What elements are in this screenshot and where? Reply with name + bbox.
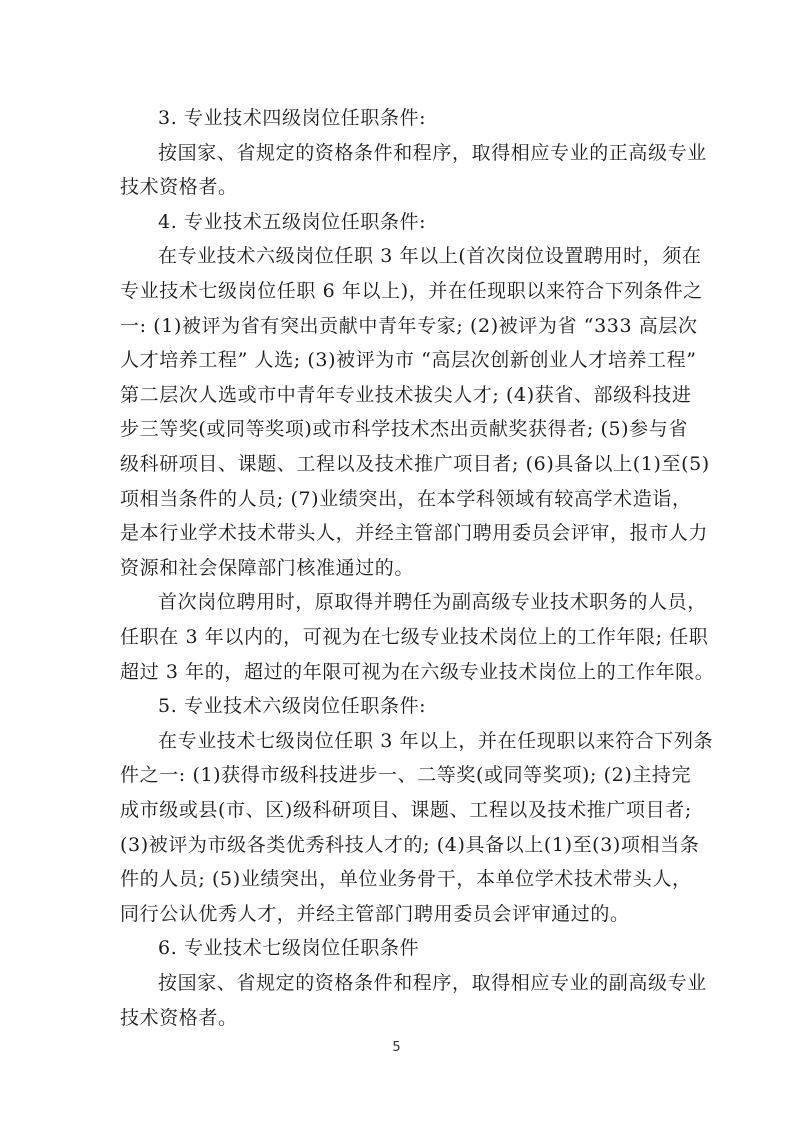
paragraph-line: (3)被评为市级各类优秀科技人才的; (4)具备以上(1)至(3)项相当条 <box>120 834 700 856</box>
paragraph-line: 按国家、省规定的资格条件和程序，取得相应专业的副高级专业 <box>158 972 707 994</box>
paragraph-line: 超过 3 年的，超过的年限可视为在六级专业技术岗位上的工作年限。 <box>120 661 715 683</box>
section-heading-level-4: 3. 专业技术四级岗位任职条件: <box>158 107 427 129</box>
paragraph-line: 项相当条件的人员; (7)业绩突出，在本学科领域有较高学术造诣， <box>120 488 692 510</box>
paragraph-line: 成市级或县(市、区)级科研项目、课题、工程以及技术推广项目者; <box>120 799 692 821</box>
paragraph-line: 在专业技术七级岗位任职 3 年以上，并在任现职以来符合下列条 <box>158 730 714 752</box>
section-heading-level-7: 6. 专业技术七级岗位任职条件 <box>158 937 420 959</box>
paragraph-line: 专业技术七级岗位任职 6 年以上)，并在任现职以来符合下列条件之 <box>120 280 703 302</box>
paragraph-line: 第二层次人选或市中青年专业技术拔尖人才; (4)获省、部级科技进 <box>120 384 692 406</box>
paragraph-line: 任职在 3 年以内的，可视为在七级专业技术岗位上的工作年限; 任职 <box>120 626 709 648</box>
paragraph-line: 资源和社会保障部门核准通过的。 <box>120 557 415 579</box>
paragraph-line: 同行公认优秀人才，并经主管部门聘用委员会评审通过的。 <box>120 903 630 925</box>
paragraph-line: 在专业技术六级岗位任职 3 年以上(首次岗位设置聘用时，须在 <box>158 245 702 267</box>
paragraph-line: 人才培养工程” 人选; (3)被评为市 “高层次创新创业人才培养工程” <box>120 349 697 371</box>
paragraph-line: 首次岗位聘用时，原取得并聘任为副高级专业技术职务的人员， <box>158 591 707 613</box>
page-number: 5 <box>392 1040 401 1055</box>
paragraph-line: 件的人员; (5)业绩突出，单位业务骨干，本单位学术技术带头人， <box>120 868 692 890</box>
section-heading-level-5: 4. 专业技术五级岗位任职条件: <box>158 211 427 233</box>
paragraph-line: 技术资格者。 <box>120 1007 238 1029</box>
section-heading-level-6: 5. 专业技术六级岗位任职条件: <box>158 695 427 717</box>
paragraph-line: 一: (1)被评为省有突出贡献中青年专家; (2)被评为省 “333 高层次 <box>120 315 698 337</box>
paragraph-line: 步三等奖(或同等奖项)或市科学技术杰出贡献奖获得者; (5)参与省 <box>120 418 688 440</box>
paragraph-line: 技术资格者。 <box>120 176 238 198</box>
paragraph-line: 件之一: (1)获得市级科技进步一、二等奖(或同等奖项); (2)主持完 <box>120 764 692 786</box>
paragraph-line: 按国家、省规定的资格条件和程序，取得相应专业的正高级专业 <box>158 142 707 164</box>
paragraph-line: 级科研项目、课题、工程以及技术推广项目者; (6)具备以上(1)至(5) <box>120 453 710 475</box>
paragraph-line: 是本行业学术技术带头人，并经主管部门聘用委员会评审，报市人力 <box>120 522 709 544</box>
